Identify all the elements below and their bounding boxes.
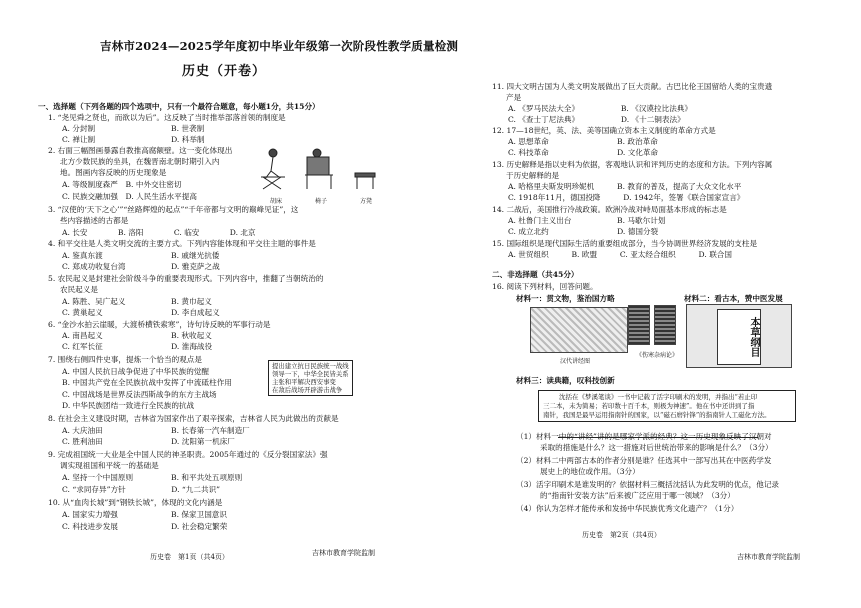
question-line: 农民起义是 [60, 285, 98, 294]
question-line: 5. 农民起义是封建社会阶级斗争的重要表现形式。下列内容中，推翻了当朝统治的 [48, 274, 324, 283]
option-line: D. 中华民族团结一致进行全民族的抗战 [62, 401, 195, 410]
option-line: A. 南昌起义 B. 秋收起义 [62, 331, 212, 340]
material-3-box [538, 390, 796, 422]
option-line: C. 科技革命 D. 文化革命 [508, 148, 659, 157]
option-line: A. 坚持一个中国原则 B. 和平共处五项原则 [62, 473, 243, 482]
option-line: A. 世贸组织 B. 欧盟 C. 亚太经合组织 D. 联合国 [508, 250, 732, 259]
furniture-label: 方凳 [360, 198, 373, 205]
question-line: 14. 二战后，美国推行冷战政策。欧洲冷战对峙局面基本形成的标志是 [492, 205, 727, 214]
option-line: A. 杜鲁门主义出台 B. 马歇尔计划 [508, 216, 666, 225]
material-3-line: 三二本，未为简易；若印数十百千本，则极为神速”。他在书中还讲到了指 [543, 402, 755, 410]
chair-figure [305, 149, 333, 189]
image-caption: 《伤寒杂病论》 [636, 352, 679, 359]
hu-chuang-figure [261, 149, 285, 189]
sub-question: 的“指南针安装方法”后来被广泛应用于哪一领域？（3分） [540, 491, 735, 500]
question-line: 6. “金沙水拍云崖暖，大渡桥横铁索寒”，诗句诗反映的军事行动是 [48, 320, 271, 329]
exam-title: 吉林市2024—2025学年度初中毕业年级第一次阶段性教学质量检测 [100, 39, 459, 53]
han-lecture-image [530, 307, 628, 353]
exam-subtitle: 历史（开卷） [182, 64, 267, 79]
material-2-label: 材料二：看古本，赞中医发展 [684, 294, 783, 303]
question-line: 于历史解释的是 [506, 171, 560, 180]
option-line: A. 等级制度森严 B. 中外交往密切 [62, 180, 182, 189]
question-line: 15. 国际组织是现代国际生活的重要组成部分，当今协调世界经济发展的支柱是 [492, 239, 758, 248]
question-line: 12. 17—18世纪，英、法、美等国确立资本主义制度的革命方式是 [492, 126, 716, 135]
sub-question: （2）材料二中两部古本的作者分别是谁？任选其中一部写出其在中医药学发 [516, 456, 772, 465]
option-line: C. 黄巢起义 D. 李自成起义 [62, 308, 220, 317]
section-2-heading: 二、非选择题（共45分） [492, 270, 579, 279]
sub-question: （1）材料一中的“讲经”讲的是哪家学派的经典？这一历史现象反映了汉朝对 [516, 432, 772, 441]
furniture-illustration [255, 147, 385, 197]
question-line: 10. 从“血肉长城”到“钢铁长城”，体现的文化内涵是 [48, 498, 223, 507]
question-line: 16. 阅读下列材料，回答问题。 [492, 282, 598, 291]
handwritten-strike [558, 437, 758, 438]
option-line: C. 中国战场是世界反法西斯战争的东方主战场 [62, 390, 217, 399]
option-line: C. 科技进步发展 D. 社会稳定繁荣 [62, 522, 228, 531]
option-line: C. “求同存异”方针 D. “九二共识” [62, 485, 221, 494]
option-line: B. 中国共产党在全民族抗战中发挥了中流砥柱作用 [62, 378, 232, 387]
bencao-gangmu-image [686, 304, 792, 368]
question-line: 北方少数民族的坐具，在魏晋南北朝时期引入内 [60, 157, 220, 166]
sub-question: 展史上的地位或作用。（3分） [540, 467, 640, 476]
question-line: 调实现祖国和平统一的基础是 [60, 461, 159, 470]
question-line: 地。图画内容反映的历史现象是 [60, 168, 167, 177]
option-line: A. 哈格里夫斯发明珍妮机 B. 教育的普及，提高了大众文化水平 [508, 182, 742, 191]
ancient-book-image [628, 305, 650, 345]
question-line: 1. “尧见舜之贤也，而欲以为后”。这反映了当时推举部落首领的制度是 [48, 113, 286, 122]
material-3-line: 南针，我国是最早运用指南针的国家，以“磁石磨针锋”的指南针人工磁化方法。 [543, 411, 771, 419]
option-line: A. 国家实力增强 B. 保家卫国意识 [62, 510, 227, 519]
page-footer: 历史卷 第1页（共4页） [150, 553, 229, 561]
material-3-line: 沈括在《梦溪笔谈》一书中记载了活字印刷术的发明，并指出“若止印 [559, 393, 758, 401]
option-line: C. 民族交融加强 D. 人民生活水平提高 [62, 192, 197, 201]
question-line: 7. 围绕右侧四件史事，提炼一个恰当的观点是 [48, 355, 202, 364]
page-footer: 历史卷 第2页（共4页） [582, 531, 661, 539]
section-1-heading: 一、选择题（下列各题的四个选项中，只有一个最符合题意，每小题1分，共15分） [38, 102, 320, 111]
option-line: C. 禅让制 D. 科举制 [62, 135, 205, 144]
option-line: C. 郑成功收复台湾 D. 雅克萨之战 [62, 262, 220, 271]
ancient-book-image [654, 305, 676, 345]
question-line: 2. 右面三幅图画暴露自教推高腐额壁。这一变化体现出 [48, 146, 233, 155]
sub-question: （4）你认为怎样才能传承和发扬中华民族优秀文化遗产？（1分） [516, 504, 739, 513]
question-line: 4. 和平交往是人类文明交流的主要方式。下列内容能体现和平交往主题的事件是 [48, 239, 316, 248]
footer-org: 吉林市教育学院监制 [737, 553, 800, 561]
question-line: 11. 四大文明古国为人类文明发展做出了巨大贡献。古巴比伦王国留给人类的宝贵遗 [492, 82, 773, 91]
book-cover-title: 本草纲目 [717, 309, 761, 365]
stool-figure [355, 173, 375, 189]
option-line: A. 分封制 B. 世袭制 [62, 124, 205, 133]
option-line: A. 陈胜、吴广起义 B. 黄巾起义 [62, 297, 212, 306]
option-line: C. 1918年11月，德国投降 D. 1942年，签署《联合国家宣言》 [508, 193, 745, 202]
option-line: A. 《罗马民法大全》 B. 《汉谟拉比法典》 [508, 104, 692, 113]
option-line: A. 思想革命 B. 政治革命 [508, 137, 658, 146]
option-line: A. 长安 B. 洛阳 C. 临安 D. 北京 [62, 228, 256, 237]
question-line: 3. “汉使的‘天下之心’”“丝路辉煌的起点”“千年帝都与文明的巅峰见证”，这 [48, 205, 299, 214]
q7-event: 在敌后战场开辟游击战争 [272, 386, 343, 394]
option-line: A. 鉴真东渡 B. 戚继光抗倭 [62, 251, 220, 260]
option-line: A. 大庆油田 B. 长春第一汽车制造厂 [62, 426, 250, 435]
q7-event: 提出建立抗日民族统一战线 [272, 362, 349, 370]
question-line: 产是 [506, 93, 522, 102]
option-line: C. 红军长征 D. 淮海战役 [62, 342, 213, 351]
question-line: 13. 历史解释是指以史料为依据，客观地认识和评判历史的态度和方法。下列内容属 [492, 160, 773, 169]
option-line: C. 成立北约 D. 德国分裂 [508, 227, 659, 236]
q7-events-box [268, 360, 353, 396]
furniture-label: 椅子 [315, 198, 328, 205]
question-line: 9. 完成祖国统一大业是全中国人民的神圣职责。2005年通过的《反分裂国家法》强 [48, 450, 328, 459]
material-1-label: 材料一：贯文物，鉴治国方略 [516, 294, 615, 303]
exam-page-2 [432, 0, 861, 608]
image-caption: 汉代讲经图 [560, 358, 591, 365]
footer-org: 吉林市教育学院监制 [312, 549, 375, 557]
option-line: A. 中国人民抗日战争促进了中华民族的觉醒 [62, 367, 209, 376]
q7-event: 主张和平解决西安事变 [272, 378, 336, 386]
option-line: C. 胜利油田 D. 沈阳第一机床厂 [62, 437, 235, 446]
sub-question: 采取的措施是什么？这一措施对后世统治带来的影响是什么？（3分） [540, 443, 773, 452]
material-3-label: 材料三：读典籍，叹科技创新 [516, 376, 615, 385]
question-line: 些内容描述的古都是 [60, 216, 129, 225]
question-line: 8. 在社会主义建设时期，吉林省为国家作出了艰辛探索，吉林省人民为此做出的贡献是 [48, 414, 339, 423]
sub-question: （3）活字印刷术是谁发明的？依据材料三概括沈括认为此发明的优点，他记录 [516, 480, 780, 489]
option-line: C. 《查士丁尼法典》 D. 《十二铜表法》 [508, 115, 685, 124]
furniture-label: 胡床 [270, 198, 283, 205]
q7-event: 领导一下，中华全民皆关系 [272, 370, 349, 378]
